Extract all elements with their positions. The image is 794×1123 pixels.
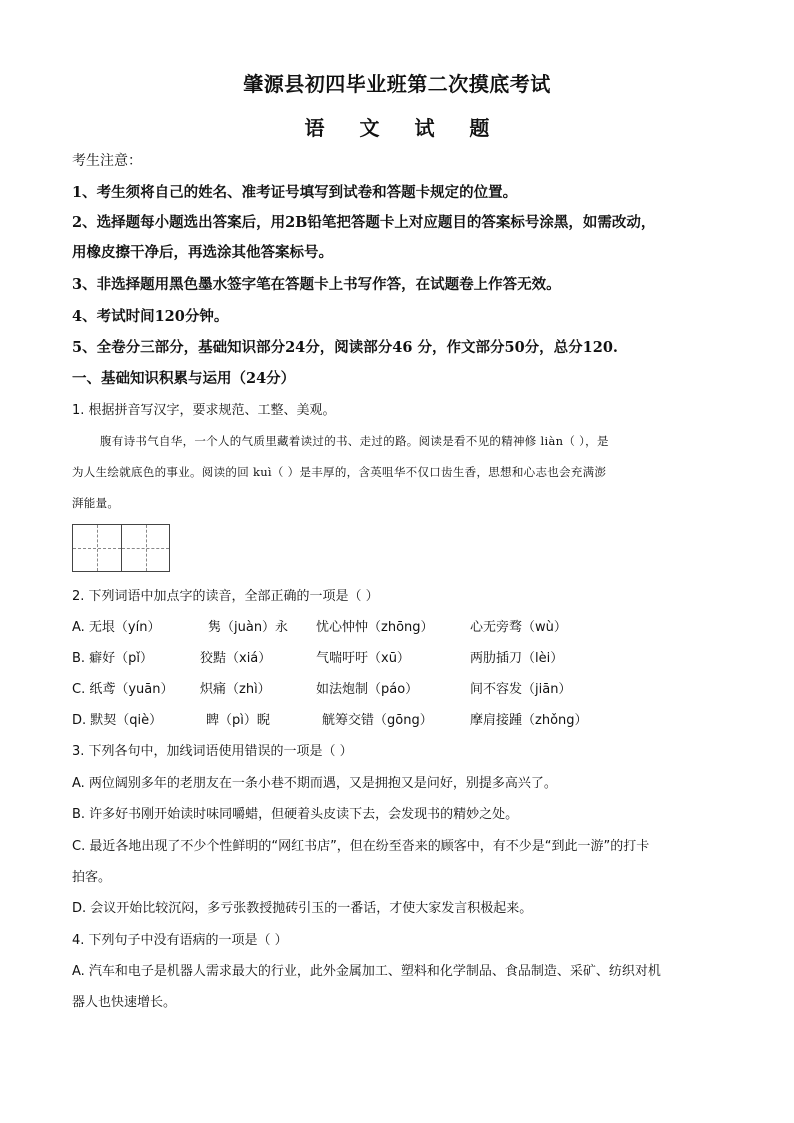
q4-stem: 4. 下列句子中没有语病的一项是（ ） xyxy=(72,933,288,948)
q2-option-a: A. 无垠（yín） xyxy=(72,620,161,635)
q4-option: A. 汽车和电子是机器人需求最大的行业，此外金属加工、塑料和化学制品、食品制造、采矿、纺织对机 xyxy=(72,964,661,979)
q2-option-c-word: 炽痛（zhì） xyxy=(200,682,271,697)
q4-option-continued: 器人也快速增长。 xyxy=(72,995,177,1010)
notice-item: 2、选择题每小题选出答案后，用2B铅笔把答题卡上对应题目的答案标号涂黑，如需改动， xyxy=(72,214,656,231)
q2-option-b-word: 狡黠（xiá） xyxy=(200,651,272,666)
answer-cell[interactable] xyxy=(73,525,121,571)
notice-heading: 考生注意： xyxy=(72,153,142,169)
q2-option-a-word: 忧心忡忡（zhōng） xyxy=(316,620,434,635)
q1-passage-line: 为人生绘就底色的事业。阅读的回 kuì（ ）是丰厚的，含英咀华不仅口齿生香，思想和心志也会充满澎 xyxy=(72,465,607,479)
q3-option: B. 许多好书刚开始读时味同嚼蜡，但硬着头皮读下去，会发现书的精妙之处。 xyxy=(72,807,519,822)
q3-option: C. 最近各地出现了不少个性鲜明的“网红书店”，但在纷至沓来的顾客中，有不少是“到此一游”的打卡 xyxy=(72,839,650,854)
answer-cell[interactable] xyxy=(121,525,169,571)
q2-stem: 2. 下列词语中加点字的读音，全部正确的一项是（ ） xyxy=(72,589,379,604)
q2-option-b-word: 两肋插刀（lèi） xyxy=(470,651,564,666)
q1-passage-line: 湃能量。 xyxy=(72,496,120,510)
q3-option: D. 会议开始比较沉闷，多亏张教授抛砖引玉的一番话，才使大家发言积极起来。 xyxy=(72,901,533,916)
q2-option-d-word: 摩肩接踵（zhǒng） xyxy=(470,713,588,728)
q2-option-c-word: 间不容发（jiān） xyxy=(470,682,572,697)
notice-item: 4、考试时间120分钟。 xyxy=(72,308,229,325)
q2-option-a-word: 心无旁骛（wù） xyxy=(470,620,567,635)
q2-option-b: B. 癖好（pǐ） xyxy=(72,651,154,666)
q2-option-c: C. 纸鸢（yuān） xyxy=(72,682,174,697)
answer-grid[interactable] xyxy=(72,524,170,572)
q2-option-c-word: 如法炮制（páo） xyxy=(316,682,419,697)
q2-option-a-word: 隽（juàn）永 xyxy=(208,620,289,635)
q3-stem: 3. 下列各句中，加线词语使用错误的一项是（ ） xyxy=(72,744,353,759)
q3-option-continued: 拍客。 xyxy=(72,870,112,885)
notice-item: 3、非选择题用黑色墨水签字笔在答题卡上书写作答，在试题卷上作答无效。 xyxy=(72,276,561,293)
q3-option: A. 两位阔别多年的老朋友在一条小巷不期而遇，又是拥抱又是问好，别提多高兴了。 xyxy=(72,776,557,791)
section-heading: 一、基础知识积累与运用（24分） xyxy=(72,370,296,387)
q2-option-b-word: 气喘吁吁（xū） xyxy=(316,651,410,666)
q2-option-d-word: 觥筹交错（gōng） xyxy=(322,713,433,728)
q2-option-d-word: 睥（pì）睨 xyxy=(206,713,270,728)
notice-item: 用橡皮擦干净后，再选涂其他答案标号。 xyxy=(72,244,333,261)
notice-item: 5、全卷分三部分，基础知识部分24分，阅读部分46 分，作文部分50分，总分120. xyxy=(72,339,618,356)
q2-option-d: D. 默契（qiè） xyxy=(72,713,163,728)
q1-passage-line: 腹有诗书气自华，一个人的气质里藏着读过的书、走过的路。阅读是看不见的精神修 liàn（ ），是 xyxy=(100,434,609,448)
notice-item: 1、考生须将自己的姓名、准考证号填写到试卷和答题卡规定的位置。 xyxy=(72,184,518,201)
exam-title: 肇源县初四毕业班第二次摸底考试 xyxy=(243,72,551,96)
exam-subtitle: 语 文 试 题 xyxy=(304,116,504,140)
q1-stem: 1. 根据拼音写汉字，要求规范、工整、美观。 xyxy=(72,403,336,418)
